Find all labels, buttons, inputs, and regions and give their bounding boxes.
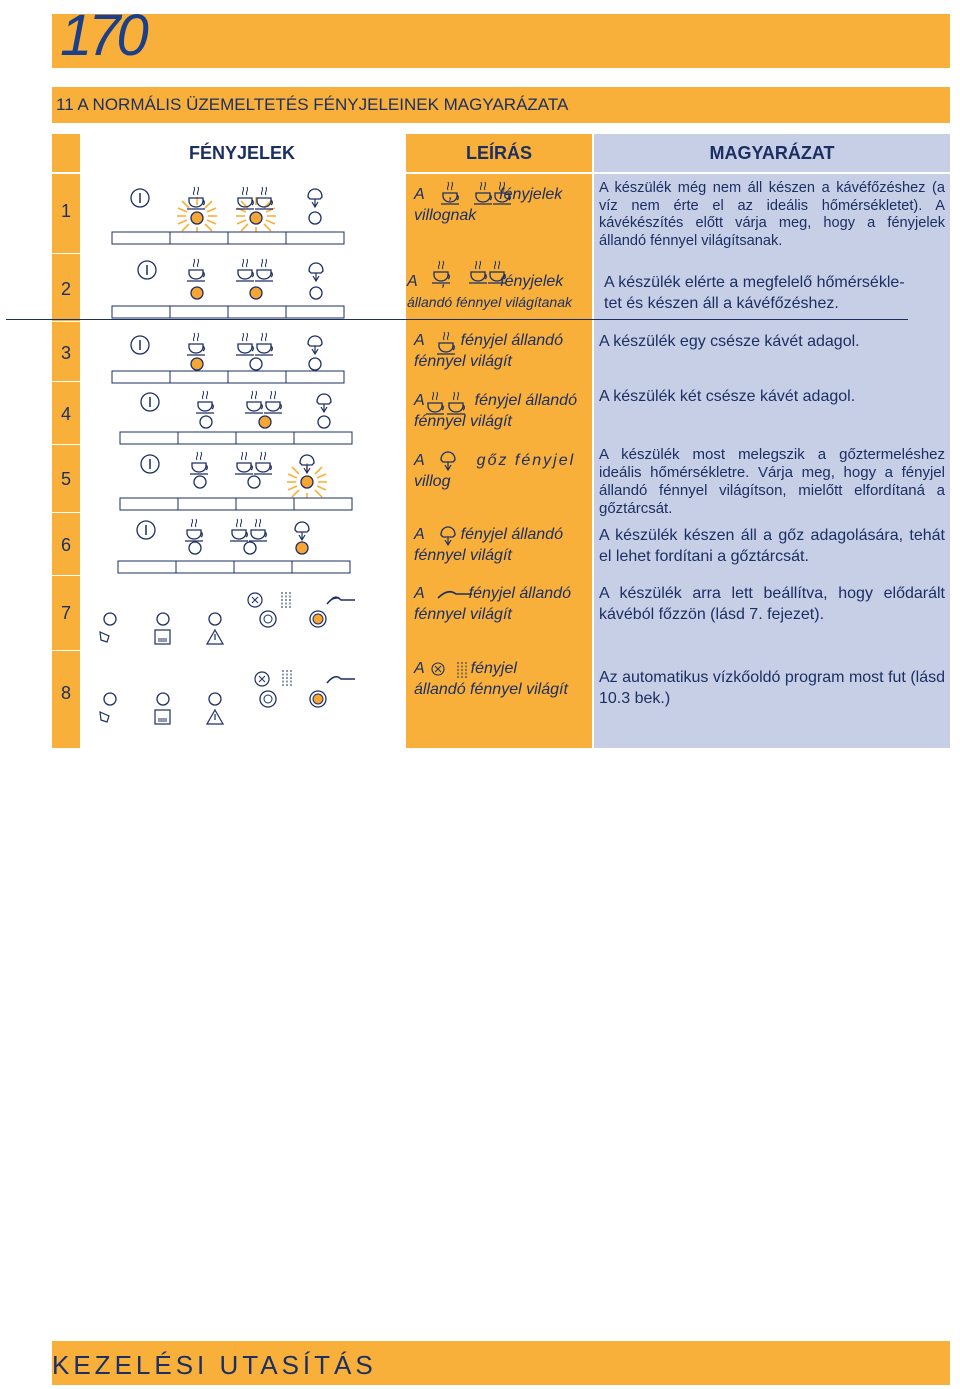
desc-text: fényjel állandó [474,392,577,409]
desc-text: fénnyel világít [414,353,512,370]
row-number: 1 [60,201,71,221]
desc-text: , [441,273,447,290]
row-number: 7 [60,603,71,623]
row-7-explanation: A készülék arra lett beállítva, hogy elődarált kávéból főzzön (lásd 7. fejezet). [599,585,945,623]
row-7-description [414,583,588,625]
row-6-explanation: A készülék készen áll a gőz adagolására, tehát el lehet fordítani a gőztárcsát. [599,527,945,565]
desc-text: A [407,273,418,290]
lights-row-2 [112,259,344,318]
desc-text: A [414,332,425,349]
row-6-description [414,524,588,566]
lights-row-7 [100,592,355,644]
desc-text: fényjel állandó [460,332,563,349]
lights-row-8 [100,670,355,724]
lights-row-6 [118,519,350,573]
row-8-explanation: Az automatikus vízkőoldó program most fut (lásd 10.3 bek.) [599,669,945,707]
desc-text: gőz fényjel [476,452,576,469]
desc-text: A [414,186,425,203]
desc-text: fényjelek [499,186,563,203]
lights-row-4 [120,391,352,444]
lights-row-5 [120,452,352,510]
page-number: 170 [60,3,145,68]
desc-text: A [414,660,425,677]
row-4-description [414,390,588,432]
desc-text: , [448,186,454,203]
expl-text: tet és készen áll a kávéfőzéshez. [604,295,839,312]
row-1-explanation: A készülék még nem áll készen a kávéfőzéshez (a víz nem érte el az ideális hőmérsékletet). A kávékészítés előtt várja meg, hogy a fényjelek állandó fénnyel világítsanak. [599,180,945,249]
row-8-description [414,658,588,700]
desc-text: villognak [414,207,477,224]
row-2-description [407,271,597,313]
desc-text: fénnyel világít [414,606,512,623]
desc-text: A [414,526,425,543]
row-number: 2 [60,279,71,299]
row-number: 3 [60,343,71,363]
row-3-description [414,330,588,372]
desc-text: fényjelek [500,273,564,290]
lights-column-header: FÉNYJELEK [188,143,296,163]
row-number: 5 [60,469,71,489]
desc-text: A [414,392,425,409]
desc-text: állandó fénnyel világít [414,681,568,698]
description-column-header: LEÍRÁS [465,143,532,163]
explanation-column-header: MAGYARÁZAT [709,143,835,163]
desc-text: A [414,452,425,469]
section-title: 11 A NORMÁLIS ÜZEMELTETÉS FÉNYJELEINEK MAGYARÁZATA [52,87,950,123]
desc-text: fénnyel világít [414,547,512,564]
desc-text: állandó fénnyel világítanak [407,294,573,310]
row-4-explanation: A készülék két csésze kávét adagol. [599,388,856,405]
row-5-explanation: A készülék most melegszik a gőztermeléshez ideális hőmérsékletre. Várja meg, hogy a fényjel állandó fénnyel világítson, mielőtt elfordítaná a gőztárcsát. [599,446,945,517]
desc-text: fénnyel világít [414,413,512,430]
footer-title: KEZELÉSI UTASÍTÁS [52,1350,377,1380]
desc-text: fényjel állandó [460,526,563,543]
desc-text: fényjel [470,660,517,677]
row-number: 6 [60,535,71,555]
row-2-explanation [604,272,946,314]
lights-row-3 [112,333,344,383]
row-number: 4 [60,404,71,424]
desc-text: A [414,585,425,602]
row-number: 8 [60,683,71,703]
row-1-description [414,184,588,226]
expl-text: A készülék elérte a megfelelő hőmérsékle- [604,274,905,291]
desc-text: fényjel állandó [468,585,571,602]
desc-text: villog [414,473,451,490]
row-3-explanation: A készülék egy csésze kávét adagol. [599,333,860,350]
row-5-description [414,450,588,492]
lights-row-1 [112,187,344,244]
